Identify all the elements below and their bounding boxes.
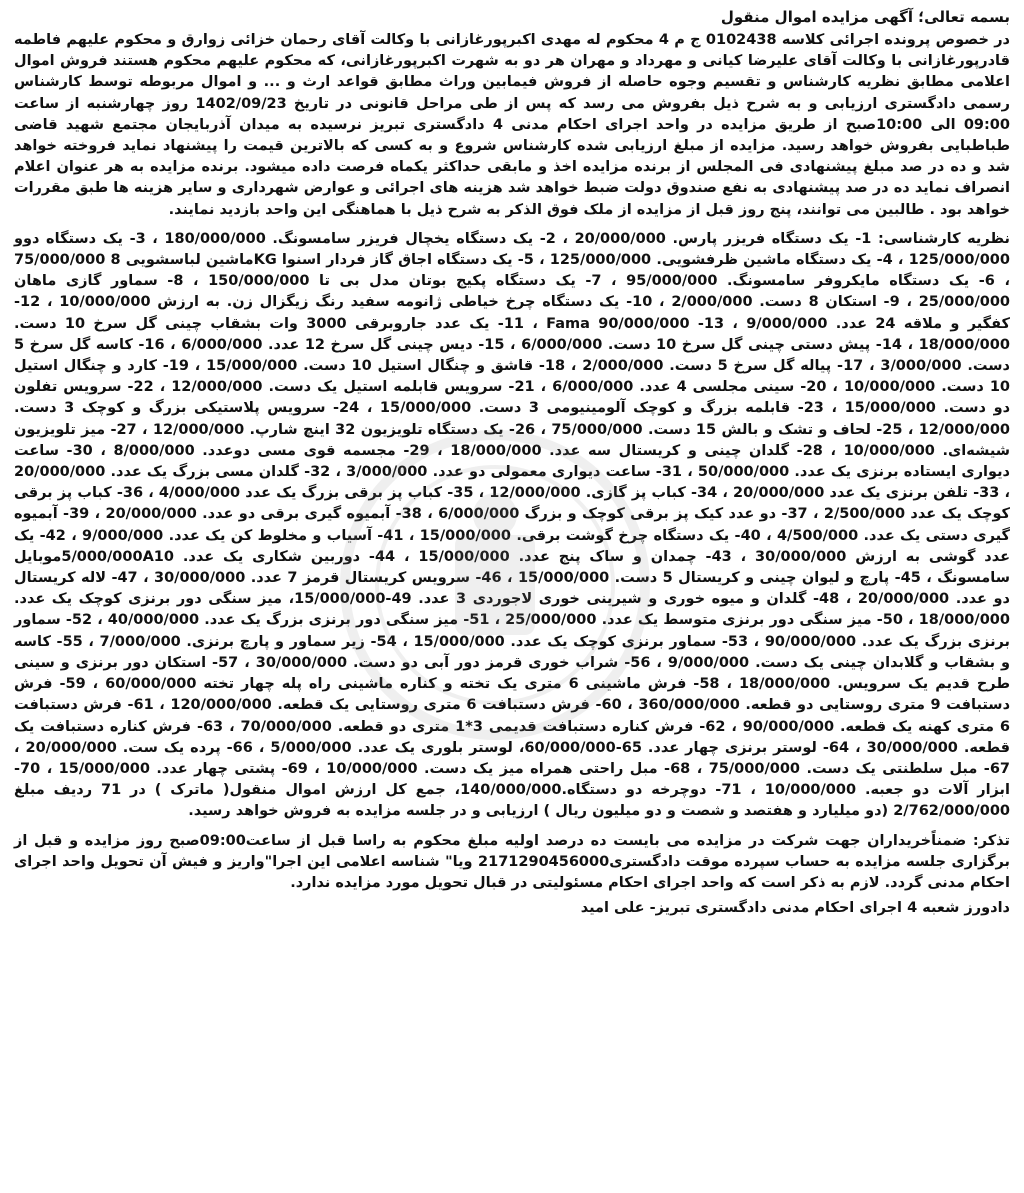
- expert-item: 53- سماور برنزی کوچک یک عدد. 15/000/000 ،: [402, 633, 749, 650]
- expert-item: 42- یک عدد گوشی به ارزش 30/000/000 ،: [14, 527, 1010, 565]
- expert-item: 62- فرش کناره دستبافت قدیمی 3*1 متری دو قطعه. 70/000/000 ،: [229, 718, 726, 735]
- expert-item: 12- کفگیر و ملاقه 24 عدد. 9/000/000 ،: [14, 294, 1010, 332]
- expert-item: 50- میز سنگی دور برنزی متوسط یک عدد. 25/000/000 ،: [494, 612, 903, 629]
- expert-item: 66- پرده یک ست. 20/000/000 ،: [14, 739, 253, 756]
- expert-item: 33- تلفن برنزی یک عدد 20/000/000 ،: [722, 485, 1000, 502]
- expert-item: 29- مجسمه قوی مسی دوعدد. 8/000/000 ،: [100, 442, 430, 459]
- notice-footer-paragraph: تذکر: ضمناًخریداران جهت شرکت در مزایده می بایست ده درصد اولیه مبلغ محکوم به راسا قبل از ساعت09:00صبح روز مزایده و قبل از برگزاری جلسه مزایده به حساب سپرده موقت دادگستری2171290456000 ویا" شناسه اعلامی این اجرا"واریز و فیش آن تحویل واحد اجرای احکام مدنی گردد. لازم به ذکر است که واحد اجرای احکام مسئولیتی در قبال تحویل مورد مزایده ندارد.: [14, 832, 1010, 891]
- expert-item: 54- زیر سماور و پارچ برنزی. 7/000/000 ،: [88, 633, 397, 650]
- expert-item: 11- یک عدد جاروبرقی 3000 وات بشقاب چینی گل سرخ 10 دست. 18/000/000 ،: [14, 315, 1010, 353]
- signature-line: دادورز شعبه 4 اجرای احکام مدنی دادگستری تبریز- علی امید: [580, 900, 1010, 917]
- expert-item: 51- میز سنگی دور برنزی بزرگ یک عدد. 40/000/000 ،: [97, 612, 490, 629]
- notice-intro-paragraph: در خصوص پرونده اجرائی کلاسه 0102438 ج م 4 محکوم له مهدی اکبرپورغازانی با وکالت آقای رحمان خزائی زوارق و محکوم علیهم فاطمه قادرپورغازانی با وکالت آقای علیرضا کیانی و مهرداد و مهران هر دو به شهرت اکبرپورغازانی، که محکوم علیهم محکوم هستند فروش اموال اعلامی مطابق نظریه کارشناس و تقسیم وجوه حاصله از فروش فیمابین وراث مطابق قواعد ارث و ... و اموال مربوطه توسط کارشناس رسمی دادگستری ارزیابی و به شرح ذیل بفروش می رسد که پس از طی مراحل قانونی در تاریخ 1402/09/23 روز چهارشنبه از ساعت 09:00 الی 10:00صبح از طریق مزایده در واحد اجرای احکام مدنی 4 دادگستری تبریز نرسیده به میدان آذربایجان مجتمع شهید قاضی طباطبایی بفروش خواهد رسید. مزایده از مبلغ ارزیابی شده کارشناس شروع و به کسی که بالاترین قیمت را پیشنهاد نماید فروخته خواهد شد و ده در صد مبلغ پیشنهادی فی المجلس از برنده مزایده اخذ و مابقی حداکثر یکماه فرصت داده میشود. برنده مزایده به هر عنوان اعلام انصراف نماید ده در صد پیشنهادی به نفع صندوق دولت ضبط خواهد شد هزینه های اجرائی و عوارض شهرداری و سایر هزینه ها طبق مقررات خواهد بود . طالبین می توانند، پنج روز قبل از مزایده از ملک فوق الذکر به شرح ذیل با هماهنگی این واحد بازدید نمایند.: [14, 32, 1010, 218]
- expert-item: 17- پیاله گل سرخ 5 دست. 2/000/000 ،: [570, 358, 864, 375]
- expert-item: 8- سماور گازی ماهان 25/000/000 ،: [14, 273, 1011, 311]
- expert-item: 23- قابلمه بزرگ و کوچک آلومینیومی 3 دست. 15/000/000 ،: [366, 400, 824, 417]
- expert-item: 19- کارد و چنگال استیل 10 دست. 10/000/000 ،: [14, 358, 1010, 396]
- expert-item: 67- مبل سلطنتی یک دست. 75/000/000 ،: [696, 760, 1010, 777]
- expert-item: 24- سرویس پلاستیکی بزرگ و کوچک 3 دست. 12/000/000 ،: [14, 400, 1011, 438]
- expert-item: 30- ساعت دیواری ایستاده برنزی یک عدد. 50/000/000 ،: [14, 442, 1010, 481]
- expert-item: 3- یک دستگاه دوو 125/000/000 ،: [14, 230, 1010, 269]
- expert-item: 41- آسیاب و مخلوط کن یک عدد. 9/000/000 ،: [71, 527, 404, 544]
- expert-item: 69- پشتی چهار عدد. 15/000/000 ،: [46, 760, 308, 777]
- expert-item: 52- سماور برنزی بزرگ یک عدد. 90/000/000 ،: [14, 612, 1010, 650]
- expert-item: 48- گلدان و میوه خوری و شیرینی خوری لاجوردی 3 عدد. 49-15/000/000، میز سنگی دور برنزی کوچک یک عدد. 18/000/000 ،: [14, 591, 1010, 629]
- expert-item: 14- پیش دستی چینی گل سرخ 10 دست. 6/000/000 ،: [510, 336, 902, 353]
- expert-item: 31- ساعت دیواری معمولی دو عدد. 3/000/000 ،: [335, 464, 683, 481]
- expert-item: 38- آبمیوه گیری برقی دو عدد. 20/000/000 ،: [94, 506, 422, 523]
- total-value-sentence: جمع کل ارزش اموال منقول( ماترک ) در 71 ردیف مبلغ 2/762/000/000 (دو میلیارد و هفتصد و شصت و دو میلیون ریال ) ارزیابی و در جلسه مزایده به فروش خواهد رسید.: [14, 782, 1010, 820]
- expert-opinion-item-list: [14, 229, 1010, 823]
- expert-item: 57- استکان دور برنزی و سینی طرح قدیم یک سرویس. 18/000/000 ،: [14, 654, 1010, 693]
- expert-opinion-heading: نظریه کارشناسی:: [877, 230, 1010, 247]
- expert-item: 28- گلدان چینی و کریستال سه عدد. 18/000/000 ،: [437, 442, 823, 459]
- expert-item: 47- لاله کریستال دو عدد. 20/000/000 ،: [14, 570, 1010, 608]
- expert-item: 4- یک دستگاه ماشین ظرفشویی. 125/000/000 ،: [539, 252, 893, 269]
- items-container: [14, 231, 1010, 798]
- expert-item: 22- سرویس تفلون دو دست. 15/000/000 ،: [14, 379, 1011, 417]
- expert-item: 68- مبل راحتی همراه میز یک دست. 10/000/000 ،: [314, 760, 691, 777]
- expert-item: 64- لوستر برنزی چهار عدد. 65-60/000/000، لوستر بلوری یک عدد. 5/000/000 ،: [258, 739, 850, 756]
- expert-item: 63- فرش کناره دستبافت یک قطعه. 30/000/000 ،: [14, 718, 1010, 756]
- expert-item: 26- یک دستگاه تلویزیون 32 اینچ شارپ. 12/000/000 ،: [142, 421, 536, 438]
- expert-item: 59- فرش دستبافت 9 متری روستایی دو قطعه. 360/000/000 ،: [14, 676, 1011, 714]
- expert-item: 25- لحاف و تشک و بالش 15 دست. 75/000/000 ،: [540, 421, 903, 438]
- expert-item: 58- فرش ماشینی 6 متری یک تخته و کناره ماشینی راه پله چهار تخته 60/000/000 ،: [92, 676, 720, 693]
- expert-item: 34- کباب پز گازی. 12/000/000 ،: [478, 485, 718, 502]
- expert-item: 13- Fama 90/000/000 ،: [532, 315, 725, 332]
- expert-item: 44- دوربین شکاری یک عدد. 5/000/000A10موبایل سامسونگ ،: [14, 548, 1010, 587]
- expert-item: 35- کباب پز برقی بزرگ یک عدد 4/000/000 ،: [148, 485, 474, 502]
- expert-item: 15- دیس چینی گل سرخ 12 عدد. 6/000/000 ،: [170, 336, 505, 353]
- expert-item: 56- شراب خوری قرمز دور آبی دو دست. 30/000/000 ،: [244, 654, 651, 671]
- expert-item: 43- چمدان و ساک پنج عدد. 15/000/000 ،: [404, 548, 732, 565]
- expert-item: 60- فرش دستبافت 6 متری روستایی یک قطعه. 120/000/000 ،: [159, 697, 622, 714]
- expert-item: 36- کباب پز برقی کوچک یک عدد 2/500/000 ،: [14, 485, 1010, 523]
- expert-item: 39- آبمیوه گیری دستی یک عدد. 4/500/000 ،: [14, 506, 1010, 544]
- expert-item: 21- سرویس قابلمه استیل یک دست. 12/000/000 ،: [159, 379, 535, 396]
- expert-item: 16- کاسه گل سرخ 5 دست. 3/000/000 ،: [14, 336, 1010, 375]
- expert-item: 61- فرش دستبافت 6 متری کهنه یک قطعه. 90/000/000 ،: [14, 697, 1010, 735]
- expert-item: 1- یک دستگاه فریزر پارس. 20/000/000 ،: [562, 230, 872, 247]
- notice-title: بسمه تعالی؛ آگهی مزایده اموال منقول: [720, 8, 1010, 26]
- expert-item: 46- سرویس کریستال قرمز 7 عدد. 30/000/000 ،: [143, 570, 502, 587]
- expert-item: 71- دوچرخه دو دستگاه.140/000/000،: [454, 782, 742, 799]
- expert-item: 40- یک دستگاه چرخ گوشت برقی. 15/000/000 ،: [408, 527, 761, 544]
- expert-item: 5- یک دستگاه اجاق گاز فردار اسنوا KGماشین لباسشویی 8 75/000/000 ،: [14, 252, 1010, 290]
- expert-item: 45- پارچ و لیوان چینی و کریستال 5 دست. 15/000/000 ،: [507, 570, 921, 587]
- expert-item: 55- کاسه و بشقاب و گلابدان چینی یک دست. 9/000/000 ،: [14, 633, 1010, 671]
- expert-item: 6- یک دستگاه مایکروفر سامسونگ. 95/000/000 ،: [611, 273, 995, 290]
- expert-item: 7- یک دستگاه پکیج بوتان مدل بی تا 150/000/000 ،: [192, 273, 602, 290]
- expert-item: 70- ابزار آلات دو جعبه. 10/000/000 ،: [14, 760, 1010, 799]
- expert-item: 10- یک دستگاه چرخ خیاطی ژانومه سفید رنگ زیگزال زن. به ارزش 10/000/000 ،: [46, 294, 653, 311]
- expert-item: 18- قاشق و چنگال استیل 10 دست. 15/000/000 ،: [194, 358, 566, 375]
- expert-item: 37- دو عدد کیک پز برقی کوچک و بزرگ 6/000/000 ،: [427, 506, 808, 523]
- expert-item: 32- گلدان مسی بزرگ یک عدد. 20/000/000 ،: [14, 464, 1010, 502]
- expert-item: 27- میز تلویزیون شیشه‌ای. 10/000/000 ،: [14, 421, 1010, 459]
- expert-item: 2- یک دستگاه یخچال فریزر سامسونگ. 180/000/000 ،: [152, 230, 556, 247]
- expert-item: 9- استکان 8 دست. 2/000/000 ،: [659, 294, 900, 311]
- expert-item: 20- سینی مجلسی 4 عدد. 6/000/000 ،: [540, 379, 827, 396]
